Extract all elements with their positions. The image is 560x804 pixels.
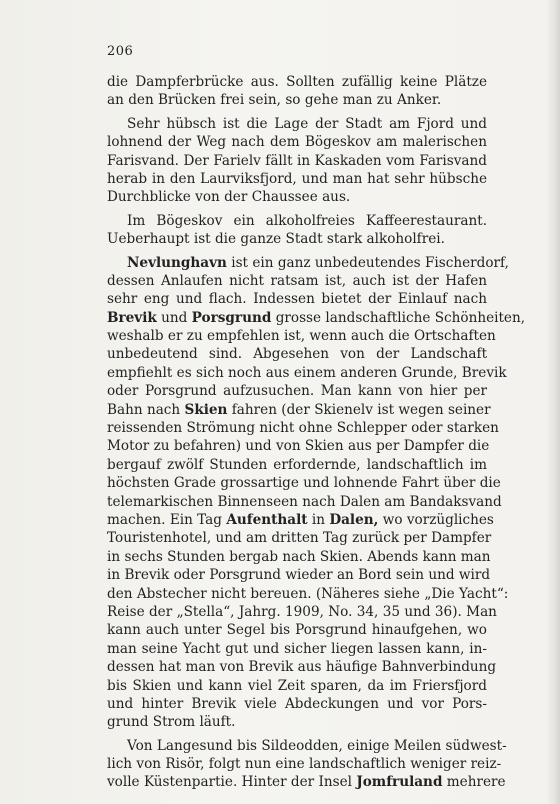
text-line: in sechs Stunden bergab nach Skien. Abends kann man	[107, 548, 491, 565]
text-line: machen. Ein Tag Aufenthalt in Dalen, wo vorzügliches	[107, 511, 494, 528]
text-line: Nevlunghavn ist ein ganz unbedeutendes Fischerdorf,	[127, 254, 509, 271]
text-line: grund Strom läuft.	[107, 714, 236, 731]
body-text	[107, 73, 526, 792]
text-line: an den Brücken frei sein, so gehe man zu Anker.	[107, 92, 442, 109]
text-line: Farisvand. Der Farielv fällt in Kaskaden vom Farisvand	[107, 152, 487, 169]
text-line: weshalb er zu empfehlen ist, wenn auch die Ortschaften	[107, 328, 496, 345]
text-line: lohnend der Weg nach dem Bögeskov am malerischen	[107, 134, 487, 151]
text-line: die Dampferbrücke aus. Sollten zufällig keine Plätze	[107, 74, 487, 90]
text-line: bergauf zwölf Stunden erfordernde, landschaftlich im	[107, 456, 487, 473]
text-line: empfiehlt es sich noch aus einem anderen Grunde, Brevik	[107, 364, 507, 381]
text-line: unbedeutend sind. Abgesehen von der Landschaft	[107, 346, 488, 363]
text-line: Touristenhotel, und am dritten Tag zurück per Dampfer	[107, 530, 492, 547]
text-line: Sehr hübsch ist die Lage der Stadt am Fjord und	[127, 115, 487, 132]
text-line: herab in den Laurviksfjord, und man hat sehr hübsche	[107, 170, 487, 187]
text-line: man seine Yacht gut und sicher liegen lassen kann, in-	[107, 640, 487, 657]
text-line: Von Langesund bis Sildeodden, einige Meilen südwest-	[127, 737, 507, 754]
text-line: Durchblicke von der Chaussee aus.	[107, 189, 351, 206]
text-line: volle Küstenpartie. Hinter der Insel Jomfruland mehrere	[107, 774, 506, 791]
text-line: Ueberhaupt ist die ganze Stadt stark alkoholfrei.	[107, 231, 445, 248]
text-line: höchsten Grade grossartige und lohnende Fahrt über die	[107, 475, 501, 492]
text-line: reissenden Strömung nicht ohne Schlepper oder starken	[107, 420, 499, 437]
text-line: dessen Anlaufen nicht ratsam ist, auch ist der Hafen	[107, 272, 488, 289]
text-line: bis Skien und kann viel Zeit sparen, da im Friersfjord	[107, 677, 487, 694]
text-line: den Abstecher nicht bereuen. (Näheres siehe „Die Yacht“:	[107, 585, 509, 602]
text-line: und hinter Brevik viele Abdeckungen und vor Pors-	[107, 695, 487, 712]
text-line: Im Bögeskov ein alkoholfreies Kaffeerestaurant.	[127, 212, 488, 229]
text-line: dessen hat man von Brevik aus häufige Bahnverbindung	[107, 659, 497, 676]
text-line: Bahn nach Skien fahren (der Skienelv ist wegen seiner	[107, 401, 491, 418]
text-line: Reise der „Stella“, Jahrg. 1909, No. 34, 35 und 36). Man	[107, 603, 497, 620]
page-number: 206	[107, 44, 134, 59]
text-line: telemarkischen Binnenseen nach Dalen am Bandaksvand	[107, 493, 502, 510]
text-line: Brevik und Porsgrund grosse landschaftliche Schönheiten,	[107, 309, 526, 326]
text-line: sehr eng und flach. Indessen bietet der Einlauf nach	[107, 291, 487, 308]
page-edge-shadow	[546, 0, 560, 804]
text-line: Motor zu befahren) und von Skien aus per Dampfer die	[107, 438, 490, 455]
text-line: oder Porsgrund aufzusuchen. Man kann von hier per	[107, 383, 488, 400]
text-line: kann auch unter Segel bis Porsgrund hinaufgehen, wo	[107, 622, 487, 639]
text-line: lich von Risör, folgt nun eine landschaftlich weniger reiz-	[107, 756, 502, 773]
text-line: in Brevik oder Porsgrund wieder an Bord sein und wird	[107, 567, 491, 584]
